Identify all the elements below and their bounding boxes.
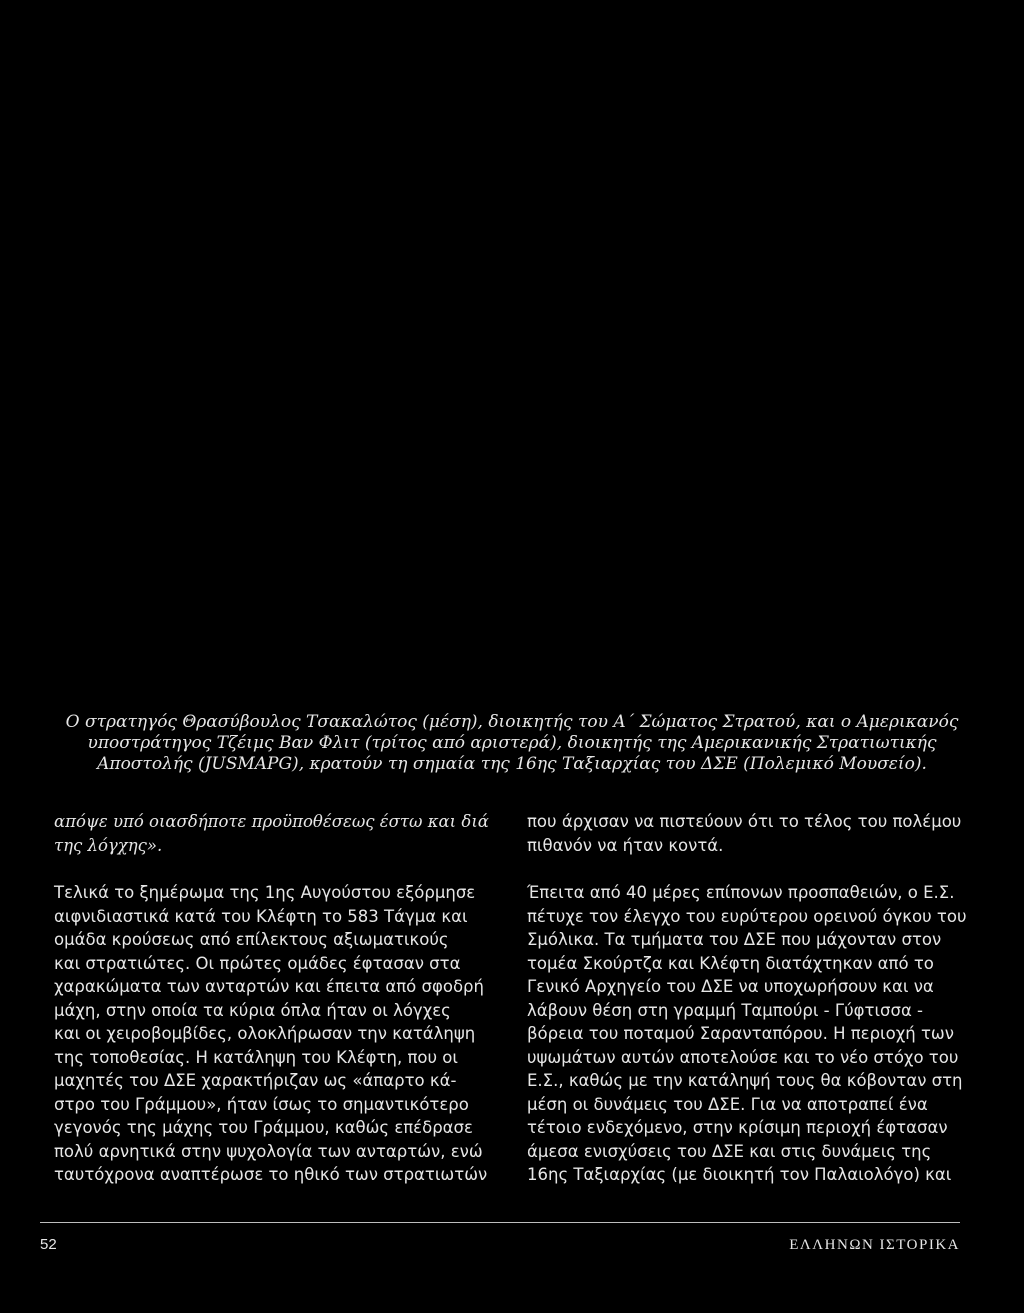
photo-caption	[40, 712, 984, 775]
caption-line: Ο στρατηγός Θρασύβουλος Τσακαλώτος (μέση), διοικητής του Α΄ Σώματος Στρατού, και ο Αμερικανός	[65, 712, 959, 732]
text-line: βόρεια του ποταμού Σαρανταπόρου. Η περιοχή των	[527, 1024, 954, 1043]
right-column	[527, 810, 977, 1211]
text-line: υψωμάτων αυτών αποτελούσε και το νέο στόχο του	[527, 1047, 959, 1067]
text-line: αιφνιδιαστικά κατά του Κλέφτη το 583 Τάγμα και	[54, 906, 468, 926]
page-number: 52	[40, 1236, 57, 1253]
text-line: της λόγχης».	[54, 835, 163, 855]
text-line: τομέα Σκούρτζα και Κλέφτη διατάχτηκαν από το	[527, 953, 934, 973]
body-paragraph	[527, 810, 977, 857]
caption-line: υποστράτηγος Τζέιμς Βαν Φλιτ (τρίτος από αριστερά), διοικητής της Αμερικανικής Στρατιωτικής	[87, 733, 937, 753]
text-line: που άρχισαν να πιστεύουν ότι το τέλος του πολέμου	[527, 812, 962, 831]
caption-line: Αποστολής (JUSMAPG), κρατούν τη σημαία της 16ης Ταξιαρχίας του ΔΣΕ (Πολεμικό Μουσείο).	[97, 754, 927, 774]
text-line: ομάδα κρούσεως από επίλεκτους αξιωματικούς	[54, 930, 449, 949]
text-line: πέτυχε τον έλεγχο του ευρύτερου ορεινού όγκου του	[527, 906, 967, 926]
text-line: άμεσα ενισχύσεις του ΔΣΕ και στις δυνάμεις της	[527, 1141, 932, 1161]
text-line: της τοποθεσίας. Η κατάληψη του Κλέφτη, που οι	[54, 1047, 458, 1067]
body-paragraph	[527, 881, 977, 1187]
text-line: Σμόλικα. Τα τμήματα του ΔΣΕ που μάχονταν στον	[527, 930, 942, 949]
left-column	[54, 810, 494, 1211]
text-line: λάβουν θέση στη γραμμή Ταμπούρι - Γύφτισσα -	[527, 1000, 924, 1020]
text-line: χαρακώματα των ανταρτών και έπειτα από σφοδρή	[54, 977, 484, 996]
text-line: μαχητές του ΔΣΕ χαρακτήριζαν ως «άπαρτο κά-	[54, 1071, 457, 1090]
text-line: Γενικό Αρχηγείο του ΔΣΕ να υποχωρήσουν και να	[527, 977, 934, 996]
text-line: και οι χειροβομβίδες, ολοκλήρωσαν την κατάληψη	[54, 1024, 476, 1043]
magazine-title: ΕΛΛΗΝΩΝ ΙΣΤΟΡΙΚΑ	[789, 1237, 960, 1253]
quote-paragraph	[54, 810, 494, 857]
text-line: Έπειτα από 40 μέρες επίπονων προσπαθειών, ο Ε.Σ.	[527, 883, 955, 902]
text-line: μέση οι δυνάμεις του ΔΣΕ. Για να αποτραπεί ένα	[527, 1094, 928, 1114]
text-line: στρο του Γράμμου», ήταν ίσως το σημαντικότερο	[54, 1094, 469, 1114]
text-line: γεγονός της μάχης του Γράμμου, καθώς επέδρασε	[54, 1118, 473, 1137]
footer-divider	[40, 1222, 960, 1223]
text-line: ταυτόχρονα αναπτέρωσε το ηθικό των στρατιωτών	[54, 1165, 488, 1184]
text-line: Ε.Σ., καθώς με την κατάληψή τους θα κόβονταν στη	[527, 1071, 963, 1090]
body-paragraph	[54, 881, 494, 1187]
text-line: τέτοιο ενδεχόμενο, στην κρίσιμη περιοχή έφτασαν	[527, 1118, 948, 1137]
text-line: Τελικά το ξημέρωμα της 1ης Αυγούστου εξόρμησε	[54, 883, 476, 902]
text-line: απόψε υπό οιασδήποτε προϋποθέσεως έστω και διά	[54, 812, 489, 831]
text-line: μάχη, στην οποία τα κύρια όπλα ήταν οι λόγχες	[54, 1000, 451, 1020]
text-line: πολύ αρνητικά στην ψυχολογία των ανταρτών, ενώ	[54, 1141, 483, 1161]
text-line: 16ης Ταξιαρχίας (με διοικητή τον Παλαιολόγο) και	[527, 1165, 952, 1184]
text-line: και στρατιώτες. Οι πρώτες ομάδες έφτασαν στα	[54, 953, 461, 973]
text-line: πιθανόν να ήταν κοντά.	[527, 835, 724, 855]
